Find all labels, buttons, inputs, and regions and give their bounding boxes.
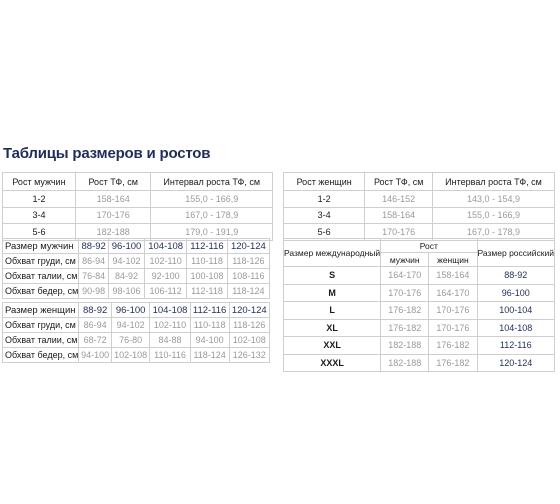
table-cell: 118-126: [229, 318, 269, 333]
table-row: [284, 191, 555, 208]
table-cell: 102-108: [111, 348, 149, 363]
table-row: [3, 333, 270, 348]
table-cell: M: [284, 284, 381, 302]
column-header: Размер российский: [477, 239, 555, 267]
women-sizes-table: [2, 302, 270, 363]
row-label: Обхват груди, см: [3, 254, 79, 269]
women-height-table: [283, 172, 555, 241]
table-cell: 102-110: [150, 318, 190, 333]
men-height-table: [2, 172, 273, 241]
table-cell: 94-100: [190, 333, 229, 348]
table-cell: XL: [284, 319, 381, 337]
international-sizes-table: [283, 238, 555, 372]
table-cell: 76-84: [79, 269, 109, 284]
column-header: Рост: [381, 239, 477, 253]
table-cell: 164-170: [429, 284, 477, 302]
table-cell: 5-6: [284, 224, 365, 241]
table-cell: 96-100: [477, 284, 555, 302]
table-cell: 112-116: [477, 337, 555, 355]
column-header: Рост ТФ, см: [75, 173, 151, 191]
table-cell: L: [284, 302, 381, 320]
table-cell: 126-132: [229, 348, 269, 363]
table-cell: 158-164: [365, 207, 433, 224]
table-cell: 155,0 - 166,9: [151, 191, 273, 208]
table-header-row: [284, 173, 555, 191]
table-cell: 170-176: [429, 302, 477, 320]
table-cell: S: [284, 267, 381, 285]
table-cell: 158-164: [429, 267, 477, 285]
table-header-row: [3, 239, 270, 254]
table-cell: 118-124: [227, 284, 269, 299]
table-cell: 84-88: [150, 333, 190, 348]
table-row: [3, 191, 273, 208]
column-header: Рост мужчин: [3, 173, 76, 191]
size-cell: 112-116: [187, 239, 228, 254]
table-cell: 102-108: [229, 333, 269, 348]
table-cell: 167,0 - 178,9: [151, 207, 273, 224]
table-cell: 110-116: [150, 348, 190, 363]
table-cell: 176-182: [381, 319, 429, 337]
table-cell: 84-92: [109, 269, 145, 284]
table-cell: 146-152: [365, 191, 433, 208]
size-cell: 120-124: [229, 303, 269, 318]
size-cell: 104-108: [145, 239, 187, 254]
size-cell: 120-124: [227, 239, 269, 254]
table-cell: 94-102: [109, 254, 145, 269]
table-cell: 86-94: [79, 254, 109, 269]
table-cell: 94-100: [79, 348, 112, 363]
table-row: [3, 348, 270, 363]
column-header: Размер международный: [284, 239, 381, 267]
table-row: [284, 267, 555, 285]
table-cell: 100-104: [477, 302, 555, 320]
table-cell: 76-80: [111, 333, 149, 348]
table-row: [3, 269, 270, 284]
table-cell: 1-2: [284, 191, 365, 208]
size-cell: 112-116: [190, 303, 229, 318]
table-cell: 170-176: [365, 224, 433, 241]
column-header: мужчин: [381, 253, 429, 267]
table-cell: 143,0 - 154,9: [433, 191, 555, 208]
table-cell: 90-98: [79, 284, 109, 299]
row-label: Обхват талии, см: [3, 333, 79, 348]
table-row: [284, 302, 555, 320]
table-row: [284, 319, 555, 337]
table-row: [3, 207, 273, 224]
size-cell: 88-92: [79, 239, 109, 254]
table-cell: 68-72: [79, 333, 112, 348]
size-cell: 104-108: [150, 303, 190, 318]
table-cell: 176-182: [381, 302, 429, 320]
column-header: Интервал роста ТФ, см: [433, 173, 555, 191]
table-cell: 155,0 - 166,9: [433, 207, 555, 224]
table-cell: 88-92: [477, 267, 555, 285]
table-cell: 164-170: [381, 267, 429, 285]
table-cell: 118-124: [190, 348, 229, 363]
table-cell: 102-110: [145, 254, 187, 269]
table-cell: 182-188: [381, 337, 429, 355]
table-cell: 158-164: [75, 191, 151, 208]
table-cell: 167,0 - 178,9: [433, 224, 555, 241]
table-cell: 104-108: [477, 319, 555, 337]
table-cell: 3-4: [284, 207, 365, 224]
column-header: Интервал роста ТФ, см: [151, 173, 273, 191]
table-cell: 98-106: [109, 284, 145, 299]
table-header-row: [3, 173, 273, 191]
table-row: [284, 207, 555, 224]
table-cell: 106-112: [145, 284, 187, 299]
table-header-row: [284, 239, 555, 253]
table-cell: 170-176: [381, 284, 429, 302]
size-cell: 96-100: [111, 303, 149, 318]
table-header-row: [3, 303, 270, 318]
table-cell: 108-116: [227, 269, 269, 284]
table-cell: 5-6: [3, 224, 76, 241]
size-cell: 88-92: [79, 303, 112, 318]
table-cell: 112-118: [187, 284, 228, 299]
table-row: [3, 318, 270, 333]
table-cell: 94-102: [111, 318, 149, 333]
table-cell: 170-176: [75, 207, 151, 224]
table-cell: 86-94: [79, 318, 112, 333]
table-cell: 182-188: [75, 224, 151, 241]
table-cell: 176-182: [429, 354, 477, 372]
row-label: Обхват бедер, см: [3, 348, 79, 363]
table-cell: 118-126: [227, 254, 269, 269]
table-row: [284, 354, 555, 372]
table-row: [284, 284, 555, 302]
table-row: [3, 254, 270, 269]
size-cell: 96-100: [109, 239, 145, 254]
men-sizes-table: [2, 238, 270, 299]
table-cell: 182-188: [381, 354, 429, 372]
row-label: Размер мужчин: [3, 239, 79, 254]
row-label: Обхват талии, см: [3, 269, 79, 284]
row-label: Обхват груди, см: [3, 318, 79, 333]
column-header: Рост женщин: [284, 173, 365, 191]
table-cell: 179,0 - 191,9: [151, 224, 273, 241]
table-cell: 92-100: [145, 269, 187, 284]
row-label: Обхват бедер, см: [3, 284, 79, 299]
table-cell: 176-182: [429, 337, 477, 355]
table-cell: 170-176: [429, 319, 477, 337]
column-header: женщин: [429, 253, 477, 267]
table-cell: 110-118: [190, 318, 229, 333]
table-cell: 100-108: [187, 269, 228, 284]
column-header: Рост ТФ, см: [365, 173, 433, 191]
table-row: [284, 337, 555, 355]
table-cell: XXXL: [284, 354, 381, 372]
table-cell: 1-2: [3, 191, 76, 208]
table-cell: 120-124: [477, 354, 555, 372]
table-cell: 3-4: [3, 207, 76, 224]
table-row: [3, 284, 270, 299]
row-label: Размер женщин: [3, 303, 79, 318]
table-cell: XXL: [284, 337, 381, 355]
page-title: Таблицы размеров и ростов: [3, 145, 211, 162]
table-cell: 110-118: [187, 254, 228, 269]
